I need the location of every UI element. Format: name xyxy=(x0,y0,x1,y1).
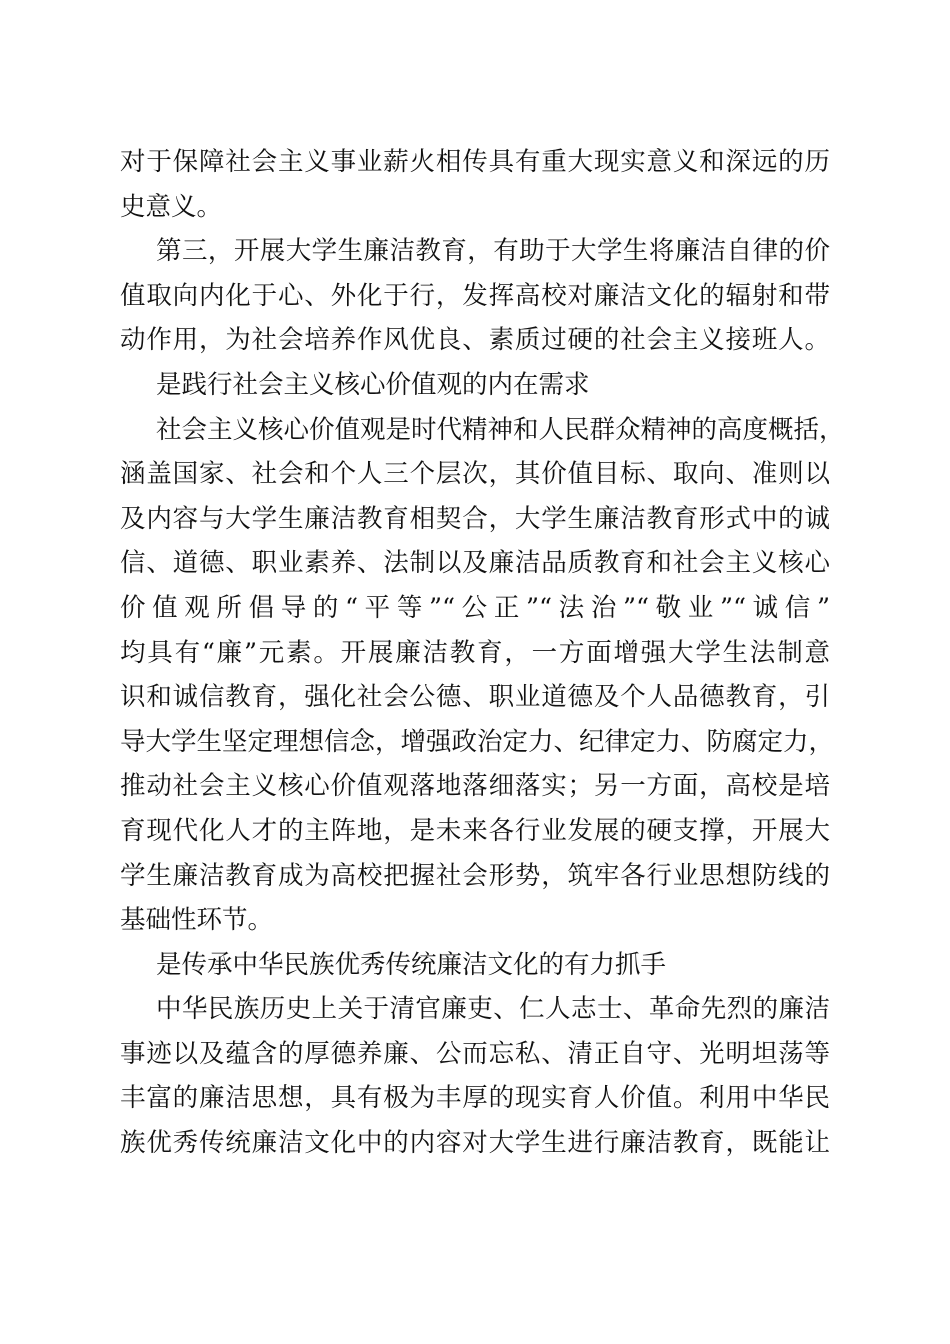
section-heading: 是践行社会主义核心价值观的内在需求 xyxy=(156,369,590,400)
paragraph-line: 育现代化人才的主阵地，是未来各行业发展的硬支撑，开展大 xyxy=(120,815,830,846)
section-heading: 是传承中华民族优秀传统廉洁文化的有力抓手 xyxy=(156,949,667,980)
paragraph-line: 及内容与大学生廉洁教育相契合，大学生廉洁教育形式中的诚 xyxy=(120,503,830,534)
paragraph-line: 学生廉洁教育成为高校把握社会形势，筑牢各行业思想防线的 xyxy=(120,860,830,891)
paragraph-line: 识和诚信教育，强化社会公德、职业道德及个人品德教育，引 xyxy=(120,682,830,713)
paragraph-line: 社会主义核心价值观是时代精神和人民群众精神的高度概括， xyxy=(156,414,845,445)
paragraph-line: 中华民族历史上关于清官廉吏、仁人志士、革命先烈的廉洁 xyxy=(156,994,830,1025)
paragraph-line: 史意义。 xyxy=(120,191,223,222)
paragraph-line: 对于保障社会主义事业薪火相传具有重大现实意义和深远的历 xyxy=(120,147,830,177)
paragraph-line: 动作用，为社会培养作风优良、素质过硬的社会主义接班人。 xyxy=(120,325,830,356)
paragraph-line: 基础性环节。 xyxy=(120,905,274,936)
paragraph-line: 均具有“廉”元素。开展廉洁教育，一方面增强大学生法制意 xyxy=(120,637,830,668)
paragraph-line: 导大学生坚定理想信念，增强政治定力、纪律定力、防腐定力， xyxy=(120,726,835,757)
paragraph-line: 值取向内化于心、外化于行，发挥高校对廉洁文化的辐射和带 xyxy=(120,280,830,311)
document-page xyxy=(120,140,845,1166)
paragraph-line: 价值观所倡导的“平等”“公正”“法治”“敬业”“诚信” xyxy=(120,592,830,623)
paragraph-line: 丰富的廉洁思想，具有极为丰厚的现实育人价值。利用中华民 xyxy=(120,1083,830,1114)
paragraph-line: 第三，开展大学生廉洁教育，有助于大学生将廉洁自律的价 xyxy=(156,236,830,267)
paragraph-line: 事迹以及蕴含的厚德养廉、公而忘私、清正自守、光明坦荡等 xyxy=(120,1038,830,1069)
paragraph-line: 族优秀传统廉洁文化中的内容对大学生进行廉洁教育，既能让 xyxy=(120,1128,830,1159)
paragraph-line: 涵盖国家、社会和个人三个层次，其价值目标、取向、准则以 xyxy=(120,459,830,490)
paragraph-line: 信、道德、职业素养、法制以及廉洁品质教育和社会主义核心 xyxy=(120,548,830,579)
paragraph-line: 推动社会主义核心价值观落地落细落实；另一方面，高校是培 xyxy=(120,771,830,802)
